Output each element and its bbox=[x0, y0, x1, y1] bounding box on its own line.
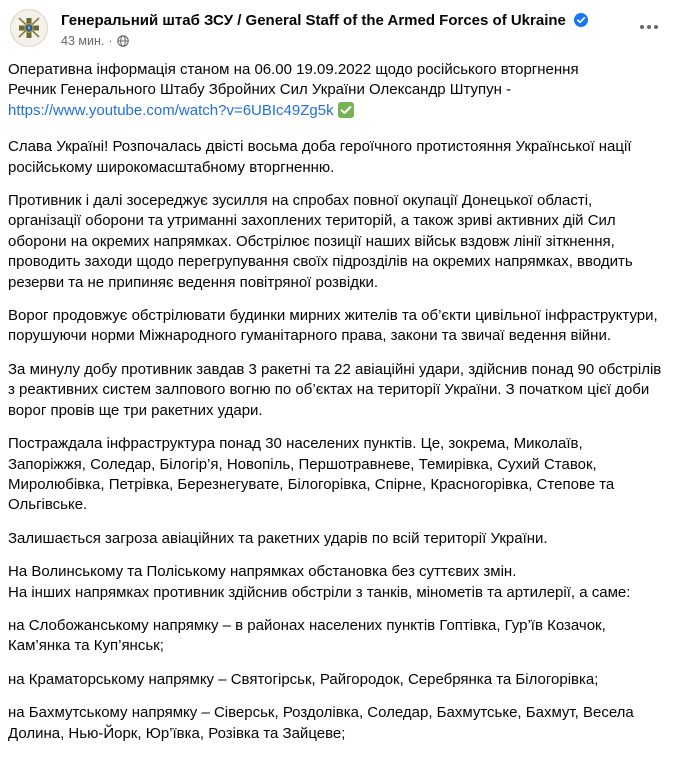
more-options-button[interactable] bbox=[632, 10, 666, 44]
paragraph: На Волинському та Поліському напрямках обстановка без суттєвих змін. bbox=[8, 563, 517, 581]
post-timestamp[interactable]: 43 мин. bbox=[61, 34, 105, 48]
intro-line-1: Оперативна інформація станом на 06.00 19.09.2022 щодо російського вторгнення bbox=[8, 61, 579, 78]
youtube-link[interactable]: https://www.youtube.com/watch?v=6UBIc49Zg5k bbox=[8, 101, 334, 119]
general-staff-emblem-icon bbox=[11, 10, 47, 46]
post-meta bbox=[61, 34, 129, 50]
paragraph: на Слобожанському напрямку – в районах населених пунктів Гоптівка, Гур’їв Козачок, Кам’янка та Куп’янськ; bbox=[8, 616, 606, 655]
globe-icon[interactable] bbox=[117, 35, 129, 50]
paragraph: Постраждала інфраструктура понад 30 населених пунктів. Це, зокрема, Миколаїв, Запоріжжя, Соледар, Білогір’я, Новопіль, Першотравневе, Темирівка, Сухий Ставок, Миролюбівка, Петрівка, Березнегувате, Білогорівка, Спірне, Красногорівка, Степове та Ольгівське. bbox=[8, 435, 615, 514]
check-mark-emoji-icon bbox=[338, 102, 354, 124]
page-name[interactable] bbox=[61, 12, 588, 31]
paragraph: Залишається загроза авіаційних та ракетних ударів по всій території України. bbox=[8, 529, 548, 547]
paragraph: За минулу добу противник завдав 3 ракетні та 22 авіаційні удари, здійснив понад 90 обстрілів з реактивних систем залпового вогню по об’єктах на території України. З початком цієї доби ворог провів ще три ракетних удари. bbox=[8, 360, 662, 419]
post-intro bbox=[8, 60, 664, 124]
meta-separator: · bbox=[108, 34, 113, 48]
more-options-icon bbox=[639, 24, 659, 30]
paragraph: на Краматорському напрямку – Святогірськ, Райгородок, Серебрянка та Білогорівка; bbox=[8, 670, 599, 688]
page-avatar[interactable] bbox=[10, 9, 48, 47]
page-name-text[interactable]: Генеральний штаб ЗСУ / General Staff of the Armed Forces of Ukraine bbox=[61, 12, 566, 29]
paragraph: Противник і далі зосереджує зусилля на спробах повної окупації Донецької області, організації оборони та утриманні захоплених територій, а також зриві активних дій Сил оборони на окремих напрямках. Обстрілює позиції наших військ вздовж лінії зіткнення, проводить заходи щодо перегрупування своїх підрозділів на окремих напрямках, вводить резерви та не припиняє ведення повітряної розвідки. bbox=[8, 192, 633, 291]
intro-line-2: Речник Генерального Штабу Збройних Сил України Олександр Штупун - bbox=[8, 81, 512, 99]
paragraph: Слава Україні! Розпочалась двісті восьма доба героїчного протистояння Української нації російському широкомасштабному вторгненню. bbox=[8, 138, 632, 176]
paragraph: Ворог продовжує обстрілювати будинки мирних жителів та об’єкти цивільної інфраструктури, порушуючи норми Міжнародного гуманітарного права, закони та звичаї ведення війни. bbox=[8, 307, 658, 345]
post-header bbox=[0, 0, 674, 56]
paragraph: На інших напрямках противник здійснив обстріли з танків, мінометів та артилерії, а саме: bbox=[8, 583, 631, 601]
paragraph: на Бахмутському напрямку – Сіверськ, Роздолівка, Соледар, Бахмутське, Бахмут, Весела Долина, Нью-Йорк, Юр’ївка, Розівка та Зайцеве; bbox=[8, 704, 634, 742]
post-body bbox=[8, 60, 664, 757]
verified-badge-icon bbox=[574, 13, 588, 31]
